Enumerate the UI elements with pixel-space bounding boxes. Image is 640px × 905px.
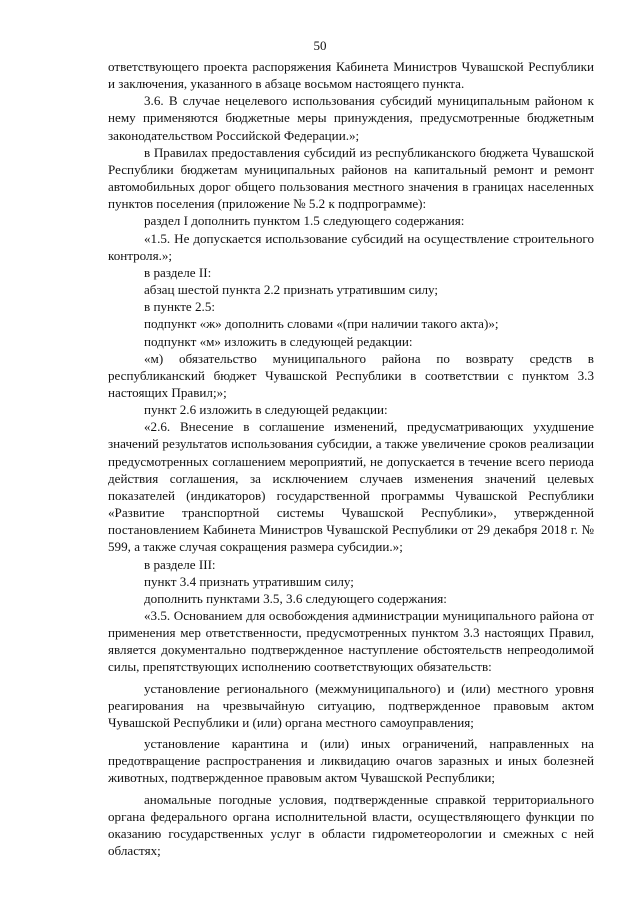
paragraph: в разделе III: [144, 556, 216, 572]
paragraph: «2.6. Внесение в соглашение изменений, предусматривающих ухудшение значений результатов использования субсидии, а также увеличение сроков реализации предусмотренных соглашением мероприятий, не допускается в течение всего периода действия соглашения, за исключением случаев изменения значений целевых показателей (индикаторов) государственной программы Чувашской Республики «Развитие транспортной системы Чувашской Республики», утвержденной постановлением Кабинета Министров Чувашской Республики от 29 декабря 2018 г. № 599, а также случая сокращения размера субсидии.»; [108, 419, 594, 555]
paragraph: пункт 3.4 признать утратившим силу; [144, 573, 354, 589]
paragraph: дополнить пунктами 3.5, 3.6 следующего содержания: [144, 590, 447, 606]
paragraph: в Правилах предоставления субсидий из республиканского бюджета Чувашской Республики бюджетам муниципальных районов на капитальный ремонт и ремонт автомобильных дорог общего пользования местного значения в границах населенных пунктов поселения (приложение № 5.2 к подпрограмме): [108, 144, 594, 212]
paragraph: «м) обязательство муниципального района по возврату средств в республиканский бюджет Чувашской Республики в соответствии с пунктом 3.3 настоящих Правил;»; [108, 350, 594, 400]
page-number: 50 [313, 38, 327, 53]
paragraph: подпункт «м» изложить в следующей редакции: [144, 333, 413, 349]
paragraph: установление регионального (межмуниципального) и (или) местного уровня реагирования на чрезвычайную ситуацию, подтвержденное правовым актом Чувашской Республики и (или) органа местного самоуправления; [108, 680, 594, 730]
paragraph: подпункт «ж» дополнить словами «(при наличии такого акта)»; [144, 316, 499, 332]
paragraph: в пункте 2.5: [144, 299, 216, 315]
paragraph: «3.5. Основанием для освобождения администрации муниципального района от применения мер ответственности, предусмотренных пунктом 3.3 настоящих Правил, является документально подтвержденное наступление обстоятельств непреодолимой силы, препятствующих исполнению соответствующих обязательств: [108, 608, 594, 675]
paragraph: «1.5. Не допускается использование субсидий на осуществление строительного контроля.»; [108, 230, 594, 263]
paragraph: раздел I дополнить пунктом 1.5 следующего содержания: [144, 213, 465, 229]
paragraph: ответствующего проекта распоряжения Кабинета Министров Чувашской Республики и заключения, указанного в абзаце восьмом настоящего пункта. [108, 59, 594, 92]
paragraph: аномальные погодные условия, подтвержденные справкой территориального органа федерального органа исполнительной власти, осуществляющего функции по оказанию государственных услуг в области гидрометеорологии и смежных с ней областях; [108, 791, 594, 859]
paragraph: установление карантина и (или) иных ограничений, направленных на предотвращение распространения и ликвидацию очагов заразных и иных болезней животных, подтвержденное правовым актом Чувашской Республики; [108, 736, 594, 786]
paragraph: пункт 2.6 изложить в следующей редакции: [144, 402, 388, 418]
paragraph: абзац шестой пункта 2.2 признать утратившим силу; [144, 282, 439, 298]
document-body [108, 58, 594, 859]
paragraph: в разделе II: [144, 264, 212, 280]
paragraph: 3.6. В случае нецелевого использования субсидий муниципальным районом к нему применяются бюджетные меры принуждения, предусмотренные бюджетным законодательством Российской Федерации.»; [108, 93, 594, 143]
